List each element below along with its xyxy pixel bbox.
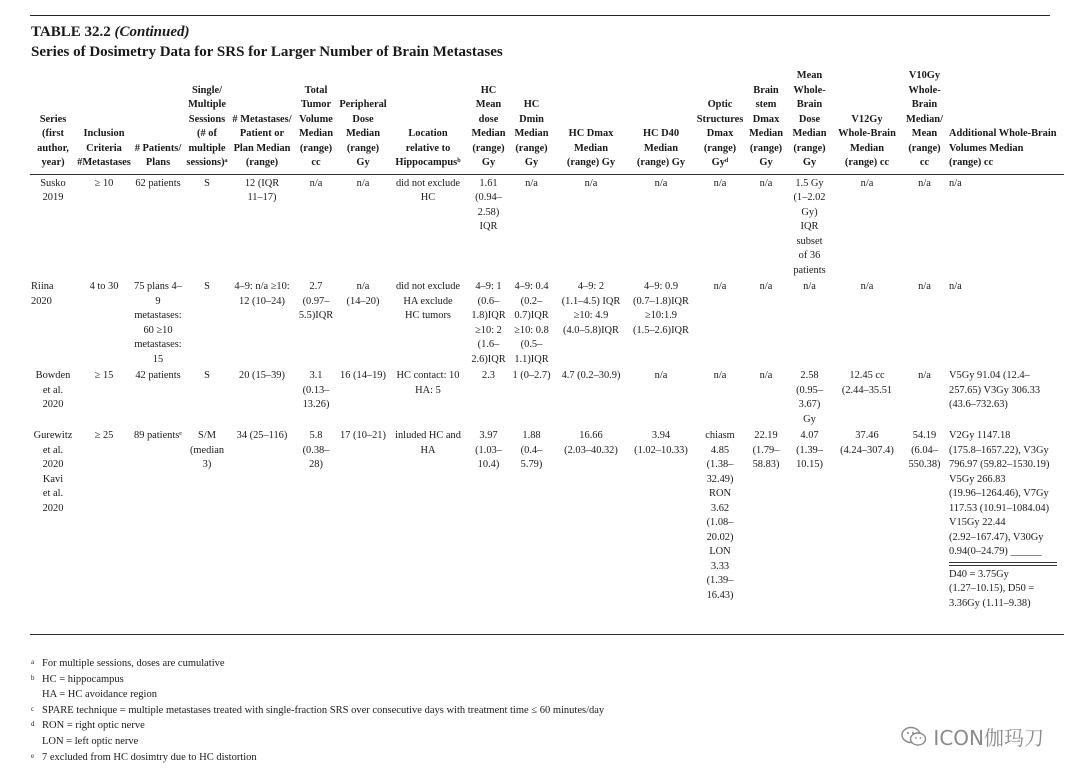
table-cell — [694, 278, 746, 367]
table-cell — [338, 278, 388, 367]
cell-text: n/a — [949, 177, 962, 189]
table-cell — [338, 427, 388, 635]
column-header: Single/ Multiple Sessions (# of multiple sessions)ᵃ — [184, 69, 230, 174]
cell-text: 42 patients — [135, 370, 181, 381]
cell-text: 4–9: 0.4 (0.2– 0.7)IQR ≥10: 0.8 (0.5– 1.1)IQR — [514, 281, 549, 365]
footnote-text: HA = HC avoidance region — [42, 689, 157, 701]
cell-text: 2.58 (0.95– 3.67) Gy — [796, 370, 823, 425]
table-cell — [746, 278, 786, 367]
cell-text: 4–9: n/a ≥10: 12 (10–24) — [234, 281, 290, 307]
table-cell — [509, 367, 554, 427]
table-number: TABLE 32.2 (Continued) — [31, 24, 190, 40]
table-cell — [833, 367, 901, 427]
table-cell — [786, 367, 833, 427]
cell-text: ≥ 10 — [94, 177, 114, 189]
column-header: # Metastases/ Patient or Plan Median (range) — [230, 69, 294, 174]
table-cell — [833, 174, 901, 278]
table-cell — [132, 278, 184, 367]
cell-text: 16.66 (2.03–40.32) — [564, 430, 618, 456]
cell-text: V5Gy 91.04 (12.4– 257.65) V3Gy 306.33 (43.6–732.63) — [949, 370, 1041, 410]
column-header: Brain stem Dmax Median (range) Gy — [746, 69, 786, 174]
cell-text: 3.94 (1.02–10.33) — [634, 430, 688, 456]
table-cell — [388, 278, 468, 367]
table-cell — [901, 278, 948, 367]
table-cell — [833, 278, 901, 367]
cell-text: 5.8 (0.38– 28) — [302, 430, 330, 470]
cell-text: n/a — [713, 177, 727, 189]
cell-text: 17 (10–21) — [340, 430, 386, 441]
cell-text: n/a — [654, 370, 668, 381]
table-cell — [230, 367, 294, 427]
footnote — [31, 734, 604, 750]
table-cell — [30, 427, 76, 635]
cell-text: 22.19 (1.79– 58.83) — [752, 430, 780, 470]
cell-text: 2.3 — [482, 370, 495, 381]
cell-text: 16 (14–19) — [340, 370, 386, 381]
cell-text: n/a — [525, 177, 538, 189]
cell-text: 75 plans 4–9 metastases: 60 ≥10 metastases: 15 — [134, 281, 182, 365]
table-cell — [294, 278, 338, 367]
cell-text: 20 (15–39) — [239, 370, 285, 381]
cell-text: n/a — [860, 177, 874, 189]
table-cell — [948, 367, 1064, 427]
cell-text: HC contact: 10 HA: 5 — [396, 370, 460, 396]
cell-text: Riina 2020 — [31, 281, 54, 307]
cell-text: n/a — [918, 281, 931, 292]
table-cell — [294, 174, 338, 278]
table-cell — [468, 367, 509, 427]
table-cell — [76, 174, 132, 278]
cell-text: n/a — [918, 370, 931, 381]
cell-text: V2Gy 1147.18 (175.8–1657.22), V3Gy 796.97 (59.82–1530.19) V5Gy 266.83 (19.96–1264.46), V7Gy 117.53 (10.91–1084.04) V15Gy 22.44 (2.92–167.47), V30Gy 0.94(0–24.79) ______ — [949, 430, 1050, 557]
table-cell — [338, 174, 388, 278]
cell-text: n/a — [309, 177, 323, 189]
table-cell — [388, 367, 468, 427]
blank-rule — [949, 562, 1057, 563]
footnote-mark: e — [31, 751, 35, 760]
cell-text: did not exclude HA exclude HC tumors — [395, 281, 461, 321]
footnote — [31, 672, 604, 688]
table-cell — [184, 278, 230, 367]
table-cell — [30, 278, 76, 367]
table-cell — [184, 427, 230, 635]
table-cell — [76, 278, 132, 367]
cell-text: inluded HC and HA — [395, 430, 461, 456]
table-cell — [628, 278, 694, 367]
cell-text: 34 (25–116) — [236, 430, 288, 441]
footnote-text: LON = left optic nerve — [42, 735, 139, 747]
cell-text: S — [204, 281, 210, 292]
cell-text: 4 to 30 — [89, 281, 119, 292]
cell-text: 54.19 (6.04– 550.38) — [908, 430, 941, 470]
cell-text: S/M (median 3) — [189, 430, 225, 470]
table-cell — [184, 174, 230, 278]
cell-text: S — [204, 177, 210, 189]
column-header: HC Dmin Median (range) Gy — [509, 69, 554, 174]
table-cell — [132, 174, 184, 278]
table-cell — [694, 427, 746, 635]
dosimetry-table — [30, 69, 1064, 635]
column-header: V10Gy Whole- Brain Median/ Mean (range) cc — [901, 69, 948, 174]
cell-text: Gurewitz et al. 2020 Kavi et al. 2020 — [33, 430, 73, 514]
table-cell — [76, 427, 132, 635]
column-header: Peripheral Dose Median (range) Gy — [338, 69, 388, 174]
footnote-text: 7 excluded from HC dosimtry due to HC distortion — [42, 751, 257, 763]
table-row — [30, 367, 1064, 427]
cell-text: n/a — [356, 177, 370, 189]
cell-text: n/a — [759, 177, 773, 189]
table-cell — [746, 174, 786, 278]
column-header: HC Dmax Median (range) Gy — [554, 69, 628, 174]
table-cell — [628, 174, 694, 278]
cell-text: 1.88 (0.4– 5.79) — [520, 430, 543, 470]
table-cell — [468, 174, 509, 278]
column-header: Inclusion Criteria #Metastases — [76, 69, 132, 174]
footnote — [31, 687, 604, 703]
table-cell — [901, 427, 948, 635]
column-header: Series (first author, year) — [30, 69, 76, 174]
column-header: Additional Whole-Brain Volumes Median (range) cc — [948, 69, 1064, 174]
cell-text: 3.97 (1.03– 10.4) — [475, 430, 502, 470]
cell-text: n/a — [759, 281, 773, 292]
cell-text: 4–9: 2 (1.1–4.5) IQR ≥10: 4.9 (4.0–5.8)IQR — [561, 281, 621, 336]
table-cell — [388, 174, 468, 278]
table-row — [30, 278, 1064, 367]
footnotes — [31, 656, 604, 765]
cell-text: 1.5 Gy (1–2.02 Gy) IQR subset of 36 patients — [793, 177, 826, 276]
column-header: HC D40 Median (range) Gy — [628, 69, 694, 174]
watermark-text: ICON伽玛刀 — [933, 726, 1044, 750]
table-cell — [786, 278, 833, 367]
table-cell — [628, 367, 694, 427]
cell-text: n/a — [918, 177, 931, 189]
table-cell — [294, 367, 338, 427]
footnote-text: RON = right optic nerve — [42, 720, 145, 732]
table-cell — [554, 278, 628, 367]
table-cell — [30, 174, 76, 278]
column-header: V12Gy Whole-Brain Median (range) cc — [833, 69, 901, 174]
table-cell — [184, 367, 230, 427]
table-cell — [746, 427, 786, 635]
cell-text: ≥ 15 — [94, 370, 114, 381]
footnote-mark: a — [31, 658, 35, 666]
wechat-icon — [901, 726, 927, 748]
cell-text: 4–9: 0.9 (0.7–1.8)IQR ≥10:1.9 (1.5–2.6)IQR — [633, 281, 689, 336]
table-cell — [948, 427, 1064, 635]
footnote-text: For multiple sessions, doses are cumulative — [42, 658, 225, 669]
cell-text: n/a (14–20) — [346, 281, 380, 307]
column-header: HC Mean dose Median (range) Gy — [468, 69, 509, 174]
table-cell — [509, 174, 554, 278]
table-cell — [509, 427, 554, 635]
table-cell — [230, 174, 294, 278]
table-cell — [554, 427, 628, 635]
table-row — [30, 174, 1064, 278]
column-header: Optic Structures Dmax (range) Gyᵈ — [694, 69, 746, 174]
footnote-mark: c — [31, 704, 35, 713]
table-cell — [694, 367, 746, 427]
table-cell — [388, 427, 468, 635]
table-cell — [786, 174, 833, 278]
footnote-text: SPARE technique = multiple metastases treated with single-fraction SRS over consecutive days with treatment time ≤ 60 minutes/day — [42, 704, 605, 716]
cell-text: n/a — [584, 177, 598, 189]
cell-text: 4.07 (1.39– 10.15) — [796, 430, 823, 470]
cell-text: Bowden et al. 2020 — [35, 370, 71, 410]
table-cell — [554, 367, 628, 427]
column-header: Total Tumor Volume Median (range) cc — [294, 69, 338, 174]
cell-text: n/a — [654, 177, 668, 189]
table-cell — [628, 427, 694, 635]
cell-text: 12 (IQR 11–17) — [244, 177, 280, 203]
cell-text: ≥ 25 — [94, 430, 114, 441]
top-rule — [30, 15, 1050, 16]
footnote-mark: b — [31, 673, 35, 682]
table-cell — [786, 427, 833, 635]
cell-text: n/a — [713, 281, 727, 292]
cell-text: S — [204, 370, 210, 381]
footnote-mark: d — [31, 720, 35, 729]
cell-text: n/a — [949, 281, 962, 292]
header-row — [30, 69, 1064, 174]
cell-text: 12.45 cc (2.44–35.51 — [841, 370, 893, 396]
cell-text: 89 patientsᵉ — [134, 430, 182, 441]
table-title: Series of Dosimetry Data for SRS for Larger Number of Brain Metastases — [31, 44, 503, 60]
cell-text: 4.7 (0.2–30.9) — [561, 370, 621, 381]
cell-text: 62 patients — [135, 177, 181, 189]
cell-text: Susko 2019 — [40, 177, 66, 203]
table-cell — [30, 367, 76, 427]
footnote — [31, 656, 604, 672]
cell-text: n/a — [860, 281, 874, 292]
table-cell — [468, 427, 509, 635]
table-cell — [901, 367, 948, 427]
table-cell — [230, 278, 294, 367]
column-header: Mean Whole- Brain Dose Median (range) Gy — [786, 69, 833, 174]
footnote — [31, 750, 604, 766]
table-cell — [509, 278, 554, 367]
cell-text: 1 (0–2.7) — [512, 370, 551, 381]
table-cell — [833, 427, 901, 635]
column-header: Location relative to Hippocampusᵇ — [388, 69, 468, 174]
footnote-text: HC = hippocampus — [42, 673, 124, 685]
cell-text: n/a — [713, 370, 727, 381]
table-cell — [694, 174, 746, 278]
cell-text: 2.7 (0.97– 5.5)IQR — [298, 281, 334, 321]
table-cell — [948, 278, 1064, 367]
table-cell — [746, 367, 786, 427]
blank-rule — [949, 565, 1057, 566]
cell-extra-text: D40 = 3.75Gy (1.27–10.15), D50 = 3.36Gy (1.11–9.38) — [949, 568, 1035, 609]
table-cell — [132, 367, 184, 427]
cell-text: n/a — [803, 281, 816, 292]
cell-text: 4–9: 1 (0.6– 1.8)IQR ≥10: 2 (1.6– 2.6)IQR — [471, 281, 506, 365]
table-cell — [338, 367, 388, 427]
table-cell — [230, 427, 294, 635]
footnote — [31, 703, 604, 719]
cell-text: did not exclude HC — [395, 177, 461, 203]
table-cell — [468, 278, 509, 367]
table-cell — [132, 427, 184, 635]
column-header: # Patients/ Plans — [132, 69, 184, 174]
table-cell — [948, 174, 1064, 278]
watermark — [901, 722, 1044, 751]
table-cell — [554, 174, 628, 278]
footnote — [31, 718, 604, 734]
table-cell — [76, 367, 132, 427]
table-row — [30, 427, 1064, 635]
cell-text: 3.1 (0.13– 13.26) — [302, 370, 330, 410]
cell-text: 37.46 (4.24–307.4) — [840, 430, 894, 456]
table-cell — [901, 174, 948, 278]
cell-text: n/a — [759, 370, 773, 381]
table-cell — [294, 427, 338, 635]
cell-text: chiasm 4.85 (1.38– 32.49) RON 3.62 (1.08– 20.02) LON 3.33 (1.39– 16.43) — [705, 430, 735, 601]
cell-text: 1.61 (0.94– 2.58) IQR — [475, 177, 502, 232]
